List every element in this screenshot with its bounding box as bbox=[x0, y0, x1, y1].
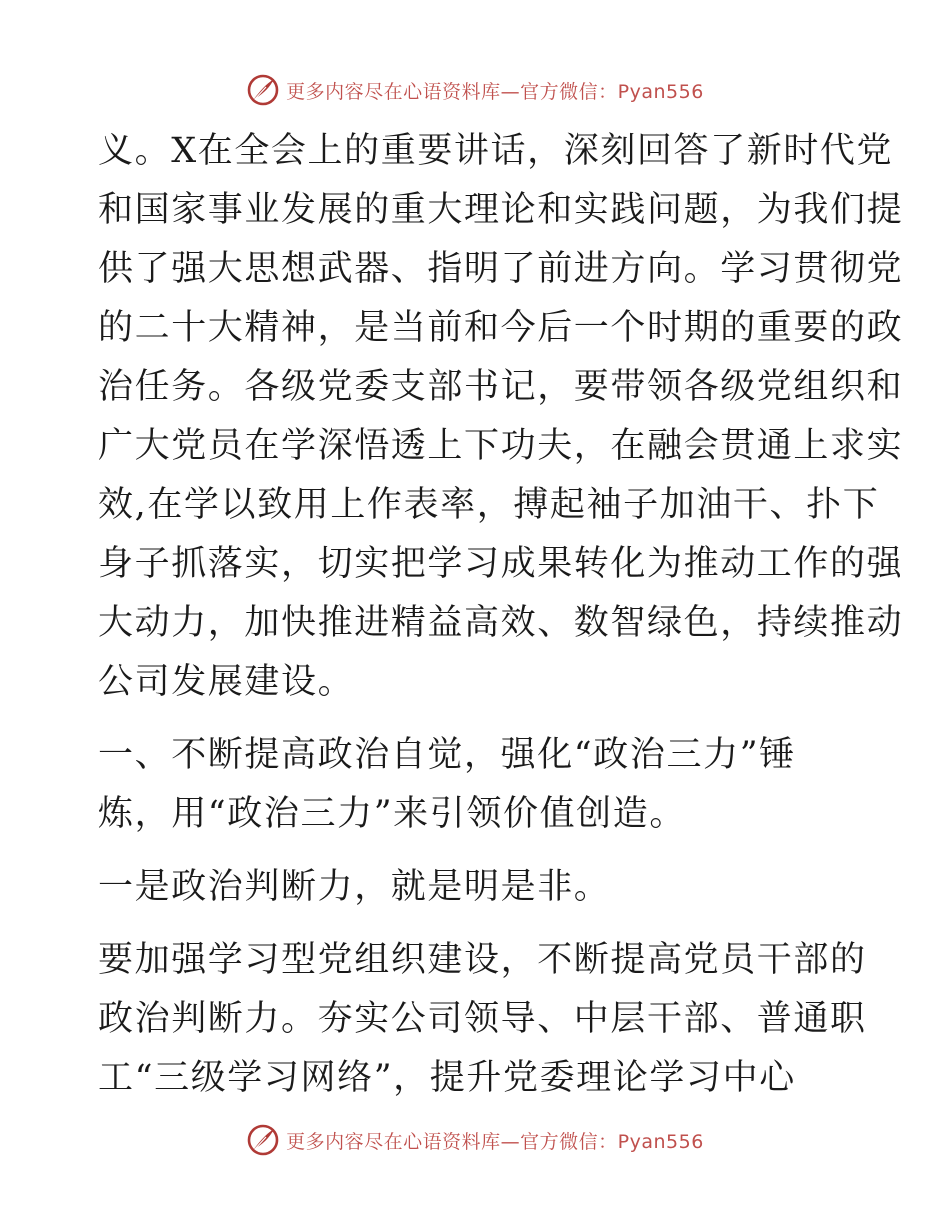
text-line: 要加强学习型党组织建设，不断提高党员干部的 bbox=[98, 940, 867, 980]
heading-line: 一、不断提高政治自觉，强化“政治三力”锤 bbox=[98, 735, 796, 775]
text-line: 义。X在全会上的重要讲话，深刻回答了新时代党 bbox=[98, 131, 894, 171]
paragraph-body bbox=[98, 931, 867, 1108]
text-line: 政治判断力。夯实公司领导、中层干部、普通职 bbox=[98, 999, 867, 1039]
text-line: 的二十大精神，是当前和今后一个时期的重要的政 bbox=[98, 308, 904, 348]
feather-pen-logo-icon bbox=[246, 73, 280, 107]
watermark-text: 更多内容尽在心语资料库—官方微信：Pyan556 bbox=[286, 1130, 704, 1153]
watermark-header bbox=[0, 70, 950, 110]
feather-pen-logo-icon bbox=[246, 1123, 280, 1157]
text-line: 身子抓落实，切实把学习成果转化为推动工作的强 bbox=[98, 544, 904, 584]
text-line: 广大党员在学深悟透上下功夫，在融会贯通上求实 bbox=[98, 426, 904, 466]
heading-line: 炼，用“政治三力”来引领价值创造。 bbox=[98, 794, 686, 834]
section-heading bbox=[98, 726, 858, 844]
watermark-footer bbox=[0, 1120, 950, 1160]
text-line: 供了强大思想武器、指明了前进方向。学习贯彻党 bbox=[98, 249, 904, 289]
text-line: 公司发展建设。 bbox=[98, 662, 355, 702]
document-body bbox=[98, 122, 904, 1108]
text-line: 工“三级学习网络”，提升党委理论学习中心 bbox=[98, 1058, 796, 1098]
text-line: 效,在学以致用上作表率，搏起袖子加油干、扑下 bbox=[98, 485, 880, 525]
subheading: 一是政治判断力，就是明是非。 bbox=[98, 867, 611, 907]
text-line: 治任务。各级党委支部书记，要带领各级党组织和 bbox=[98, 367, 904, 407]
paragraph-intro bbox=[98, 122, 904, 712]
text-line: 大动力，加快推进精益高效、数智绿色，持续推动 bbox=[98, 603, 904, 643]
text-line: 和国家事业发展的重大理论和实践问题，为我们提 bbox=[98, 190, 904, 230]
watermark-text: 更多内容尽在心语资料库—官方微信：Pyan556 bbox=[286, 80, 704, 103]
